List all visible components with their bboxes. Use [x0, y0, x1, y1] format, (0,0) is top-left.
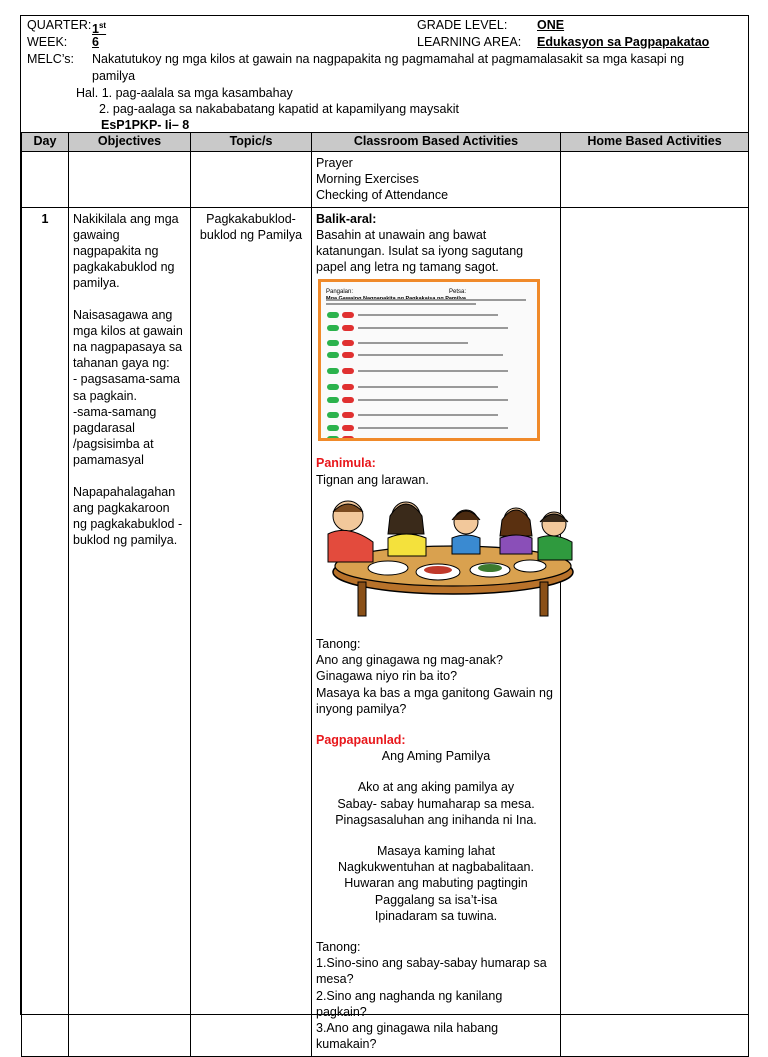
check-icon	[327, 425, 339, 431]
week-label: WEEK:	[27, 35, 68, 49]
tanong-2-label: Tanong:	[316, 940, 361, 955]
check-icon	[327, 325, 339, 331]
check-icon	[327, 340, 339, 346]
row0-day	[22, 152, 69, 208]
check-icon	[327, 352, 339, 358]
x-icon	[342, 325, 354, 331]
row1-home	[561, 207, 749, 1056]
grade-label: GRADE LEVEL:	[417, 18, 508, 32]
check-icon	[327, 384, 339, 390]
row0-activities	[312, 152, 561, 208]
week-value: 6	[92, 35, 99, 49]
table-row	[22, 207, 749, 1056]
worksheet-image	[318, 279, 540, 441]
worksheet-name-label: Pangalan:	[326, 289, 354, 296]
topic-text: Pagkakabuklod-buklod ng Pamilya	[199, 211, 303, 242]
lesson-plan-page	[20, 15, 749, 1052]
opening-activities: Prayer Morning Exercises Checking of Attendance	[316, 156, 449, 203]
row0-home	[561, 152, 749, 208]
x-icon	[342, 425, 354, 431]
objective-2: Naisasagawa ang mga kilos at gawain na nagpapasaya sa tahanan gaya ng: - pagsasama-sama sa pagkain. -sama-samang pagdarasal /pagsisimba at pamamasyal	[73, 307, 183, 468]
check-icon	[327, 412, 339, 418]
header-objectives: Objectives	[69, 133, 191, 152]
check-icon	[327, 436, 339, 442]
worksheet-date-label: Petsa:	[449, 289, 467, 296]
quarter-label: QUARTER:	[27, 18, 92, 32]
panimula-text: Tignan ang larawan.	[316, 472, 429, 487]
row0-topic	[191, 152, 312, 208]
melc-line1: Nakatutukoy ng mga kilos at gawain na nagpapakita ng pagmamahal at pagmamalasakit sa mga kasapi ng	[92, 52, 685, 66]
balik-aral-label: Balik-aral:	[316, 211, 377, 226]
x-icon	[342, 412, 354, 418]
quarter-value: 1st	[92, 21, 107, 37]
objective-3: Napapahalagahan ang pagkakaroon ng pagkakabuklod -buklod ng pamilya.	[73, 484, 183, 548]
row1-topic	[191, 207, 312, 1056]
tanong-2-text: 1.Sino-sino ang sabay-sabay humarap sa mesa? 2.Sino ang naghanda ng kanilang pagkain? 3.Ano ang ginagawa nila habang kumakain?	[316, 956, 547, 1052]
row0-objectives	[69, 152, 191, 208]
tanong-1-label: Tanong:	[316, 637, 361, 652]
header-topics: Topic/s	[191, 133, 312, 152]
header-day: Day	[22, 133, 69, 152]
panimula-label: Panimula:	[316, 456, 376, 471]
grade-value: ONE	[537, 18, 565, 32]
family-meal-illustration	[318, 494, 580, 624]
header-block	[21, 16, 748, 140]
x-icon	[342, 340, 354, 346]
melc-label: MELC’s:	[27, 52, 75, 66]
check-icon	[327, 368, 339, 374]
x-icon	[342, 368, 354, 374]
poem-title: Ang Aming Pamilya	[381, 749, 491, 764]
lesson-table	[21, 132, 749, 1057]
table-header-row	[22, 133, 749, 152]
check-icon	[327, 312, 339, 318]
x-icon	[342, 384, 354, 390]
day-number: 1	[41, 211, 49, 226]
x-icon	[342, 312, 354, 318]
hal-line1: Hal. 1. pag-aalala sa mga kasambahay	[76, 86, 293, 100]
table-row	[22, 152, 749, 208]
pagpapaunlad-label: Pagpapaunlad:	[316, 733, 406, 748]
x-icon	[342, 436, 354, 442]
row1-day	[22, 207, 69, 1056]
check-icon	[327, 397, 339, 403]
row1-activities	[312, 207, 561, 1056]
row1-objectives	[69, 207, 191, 1056]
area-label: LEARNING AREA:	[417, 35, 522, 49]
competency-code: EsP1PKP- Ii– 8	[101, 118, 190, 132]
header-classroom-activities: Classroom Based Activities	[312, 133, 561, 152]
tanong-1-text: Ano ang ginagawa ng mag-anak? Ginagawa niyo rin ba ito? Masaya ka bas a mga ganitong Gawain ng inyong pamilya?	[316, 653, 553, 716]
poem-stanza-1: Ako at ang aking pamilya ay Sabay- sabay humaharap sa mesa. Pinagsasaluhan ang inihanda ni Ina.	[335, 780, 537, 827]
x-icon	[342, 352, 354, 358]
poem-stanza-2: Masaya kaming lahat Nagkukwentuhan at nagbabalitaan. Huwaran ang mabuting pagtingin Paggalang sa isa’t-isa Ipinadaram sa tuwina.	[338, 844, 534, 923]
objective-1: Nakikilala ang mga gawaing nagpapakita ng pagkakabuklod ng pamilya.	[73, 211, 179, 291]
area-value: Edukasyon sa Pagpapakatao	[537, 35, 710, 49]
melc-line2: pamilya	[92, 69, 136, 83]
x-icon	[342, 397, 354, 403]
hal-line2: 2. pag-aalaga sa nakababatang kapatid at kapamilyang maysakit	[99, 102, 459, 116]
balik-aral-text: Basahin at unawain ang bawat katanungan. Isulat sa iyong sagutang papel ang letra ng tamang sagot.	[316, 227, 524, 275]
header-home-activities: Home Based Activities	[561, 133, 749, 152]
